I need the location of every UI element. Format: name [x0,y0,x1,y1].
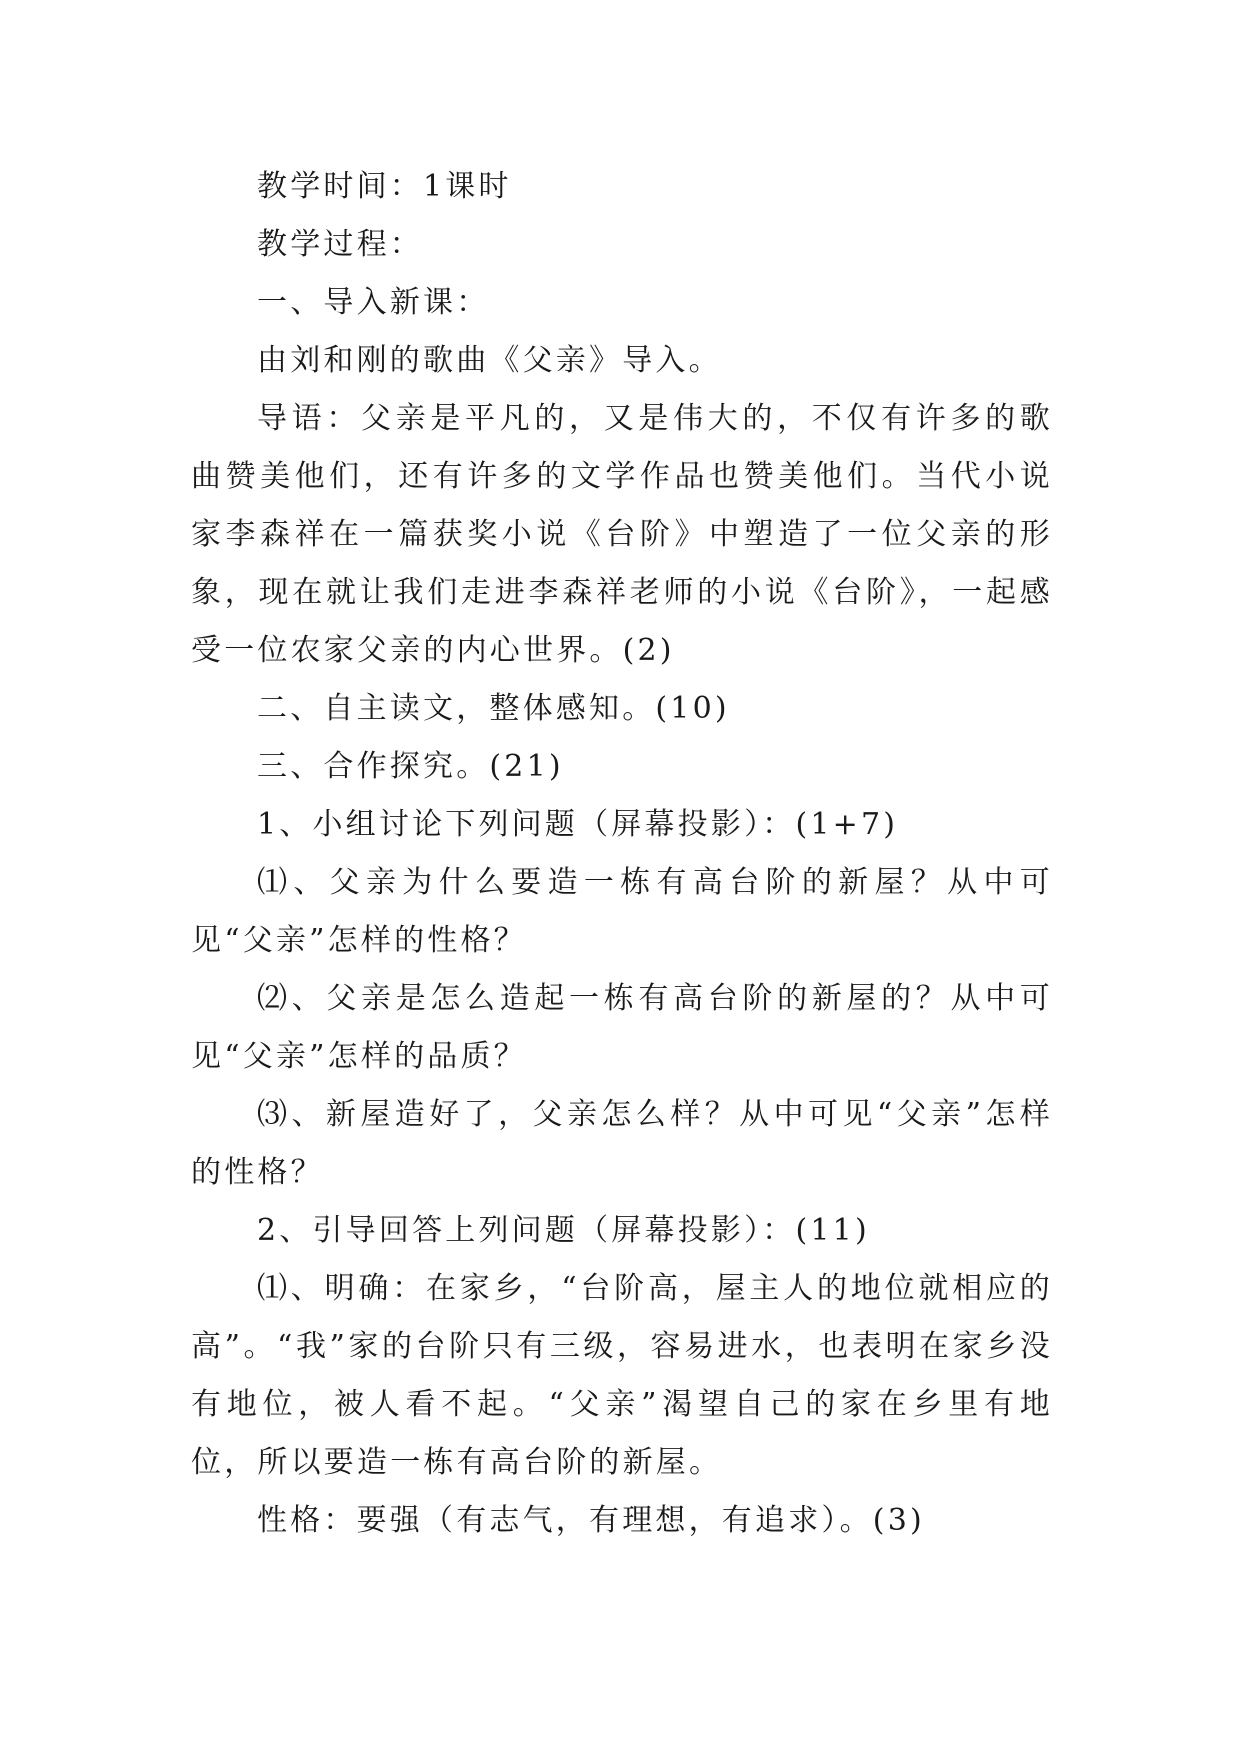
paragraph-teaching-process: 教学过程： [257,227,423,262]
question-1: ⑴、父亲为什么要造一栋有高台阶的新屋？从中可见“父亲”怎样的性格？ [191,865,1053,958]
heading-cooperative-inquiry: 三、合作探究。(21) [257,749,564,784]
document-body [191,158,1053,1550]
answer-1: ⑴、明确：在家乡，“台阶高，屋主人的地位就相应的高”。“我”家的台阶只有三级，容易进水，也表明在家乡没有地位，被人看不起。“父亲”渴望自己的家在乡里有地位，所以要造一栋有高台阶的新屋。 [191,1271,1053,1480]
heading-self-reading: 二、自主读文，整体感知。(10) [257,691,730,726]
paragraph-character-trait: 性格：要强（有志气，有理想，有追求）。(3) [257,1503,925,1538]
heading-introduce-new-lesson: 一、导入新课： [257,285,490,320]
paragraph-group-discussion: 1、小组讨论下列问题（屏幕投影）：(1+7) [257,807,899,842]
question-3: ⑶、新屋造好了，父亲怎么样？从中可见“父亲”怎样的性格？ [191,1097,1053,1190]
question-2: ⑵、父亲是怎么造起一栋有高台阶的新屋的？从中可见“父亲”怎样的品质？ [191,981,1053,1074]
paragraph-song-intro: 由刘和刚的歌曲《父亲》导入。 [257,343,722,378]
paragraph-teaching-time: 教学时间：1课时 [257,169,512,204]
paragraph-lead-in: 导语：父亲是平凡的，又是伟大的，不仅有许多的歌曲赞美他们，还有许多的文学作品也赞美他们。当代小说家李森祥在一篇获奖小说《台阶》中塑造了一位父亲的形象，现在就让我们走进李森祥老师的小说《台阶》，一起感受一位农家父亲的内心世界。(2) [191,401,1053,668]
paragraph-guided-answers: 2、引导回答上列问题（屏幕投影）：(11) [257,1213,870,1248]
